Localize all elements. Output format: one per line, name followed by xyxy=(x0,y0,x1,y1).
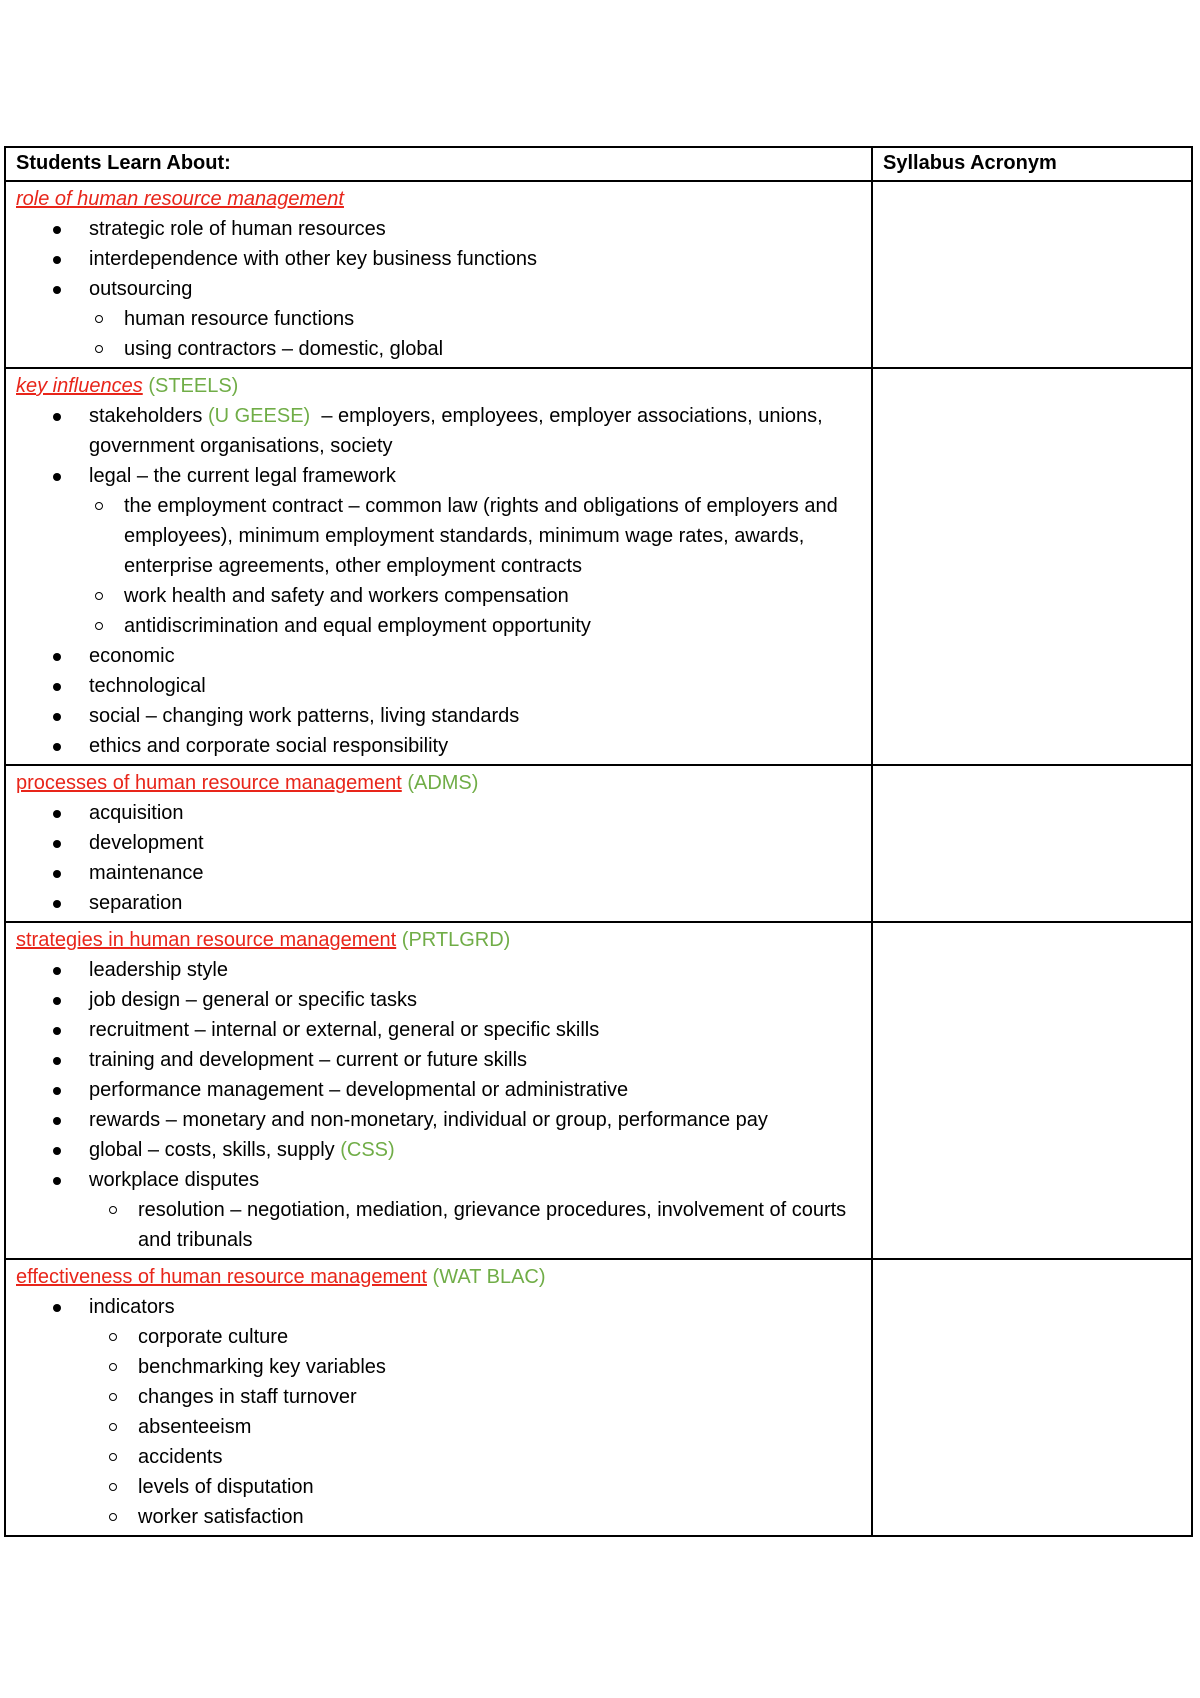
acronym-cell[interactable] xyxy=(872,181,1192,368)
list-item-text: separation xyxy=(89,892,183,914)
list-item xyxy=(16,461,863,491)
list-item-text: development xyxy=(89,832,204,854)
section-title-text: strategies in human resource management xyxy=(16,929,397,951)
sub-list-item-text: changes in staff turnover xyxy=(138,1386,357,1408)
sub-list-item xyxy=(16,304,863,334)
bullet-list xyxy=(16,955,863,1255)
sub-list-item-text: using contractors – domestic, global xyxy=(124,338,444,360)
sub-list-item xyxy=(16,1442,863,1472)
sub-list-item xyxy=(16,491,863,581)
list-item-text: stakeholders xyxy=(89,405,208,427)
sub-list-item-text: worker satisfaction xyxy=(138,1506,304,1528)
sub-list-item-text: the employment contract – common law (rights and obligations of employers and employees), minimum employment standards, minimum wage rates, awards, enterprise agreements, other employment contracts xyxy=(124,495,838,577)
sub-list-item-text: absenteeism xyxy=(138,1416,252,1438)
list-item xyxy=(16,1165,863,1195)
section-acronym: (STEELS) xyxy=(148,375,239,397)
list-item xyxy=(16,798,863,828)
section-title-text: key influences xyxy=(16,375,143,397)
list-item xyxy=(16,1075,863,1105)
section-acronym: (PRTLGRD) xyxy=(401,929,511,951)
section-acronym: (ADMS) xyxy=(407,772,479,794)
list-item-text: – employers, employees, employer associations, unions, government organisations, society xyxy=(89,405,829,457)
table-body xyxy=(5,181,1192,1536)
list-item-text: interdependence with other key business functions xyxy=(89,248,538,270)
list-item xyxy=(16,858,863,888)
list-item-text: performance management – developmental or administrative xyxy=(89,1079,629,1101)
list-item-text: workplace disputes xyxy=(89,1169,260,1191)
acronym-cell[interactable] xyxy=(872,922,1192,1259)
sub-list-item xyxy=(16,1382,863,1412)
header-syllabus-acronym: Syllabus Acronym xyxy=(872,147,1192,181)
section-content-cell xyxy=(5,1259,872,1536)
bullet-list xyxy=(16,401,863,761)
sub-list-item-text: work health and safety and workers compensation xyxy=(124,585,569,607)
sub-list-item-text: levels of disputation xyxy=(138,1476,314,1498)
sub-list-item-text: corporate culture xyxy=(138,1326,289,1348)
section-row xyxy=(5,1259,1192,1536)
bullet-list xyxy=(16,214,863,364)
acronym-cell[interactable] xyxy=(872,368,1192,765)
list-item xyxy=(16,1135,863,1165)
list-item-text: outsourcing xyxy=(89,278,193,300)
header-students-learn-about: Students Learn About: xyxy=(5,147,872,181)
list-item-text: rewards – monetary and non-monetary, individual or group, performance pay xyxy=(89,1109,768,1131)
section-row xyxy=(5,922,1192,1259)
list-item xyxy=(16,244,863,274)
list-item xyxy=(16,1015,863,1045)
inline-acronym: (CSS) xyxy=(340,1139,395,1161)
section-title xyxy=(16,184,863,214)
section-title-text: processes of human resource management xyxy=(16,772,402,794)
sub-list-item xyxy=(16,334,863,364)
list-item-text: leadership style xyxy=(89,959,228,981)
list-item xyxy=(16,828,863,858)
sub-list-item-text: accidents xyxy=(138,1446,223,1468)
list-item-text: recruitment – internal or external, general or specific skills xyxy=(89,1019,600,1041)
list-item xyxy=(16,274,863,304)
bullet-list xyxy=(16,798,863,918)
section-row xyxy=(5,181,1192,368)
sub-list-item-text: antidiscrimination and equal employment opportunity xyxy=(124,615,591,637)
section-row xyxy=(5,765,1192,922)
sub-list-item xyxy=(16,581,863,611)
section-title xyxy=(16,371,863,401)
list-item-text: social – changing work patterns, living standards xyxy=(89,705,520,727)
list-item xyxy=(16,401,863,461)
list-item-text: legal – the current legal framework xyxy=(89,465,396,487)
sub-list-item-text: benchmarking key variables xyxy=(138,1356,386,1378)
list-item-text: strategic role of human resources xyxy=(89,218,386,240)
section-content-cell xyxy=(5,765,872,922)
list-item xyxy=(16,214,863,244)
sub-list-item xyxy=(16,1352,863,1382)
sub-list-item xyxy=(16,1472,863,1502)
sub-list-item xyxy=(16,1502,863,1532)
section-title xyxy=(16,1262,863,1292)
list-item-text: technological xyxy=(89,675,206,697)
list-item xyxy=(16,985,863,1015)
sub-list-item-text: human resource functions xyxy=(124,308,355,330)
sub-list-item-text: resolution – negotiation, mediation, grievance procedures, involvement of courts and tribunals xyxy=(138,1199,847,1251)
section-title-text: effectiveness of human resource management xyxy=(16,1266,427,1288)
bullet-list xyxy=(16,1292,863,1532)
inline-acronym: (U GEESE) xyxy=(207,405,311,427)
syllabus-table xyxy=(4,146,1193,1537)
section-title xyxy=(16,768,863,798)
sub-list-item xyxy=(16,1195,863,1255)
list-item xyxy=(16,1292,863,1322)
list-item xyxy=(16,731,863,761)
list-item-text: ethics and corporate social responsibility xyxy=(89,735,449,757)
list-item-text: economic xyxy=(89,645,175,667)
list-item-text: indicators xyxy=(89,1296,175,1318)
section-content-cell xyxy=(5,368,872,765)
list-item xyxy=(16,641,863,671)
list-item-text: maintenance xyxy=(89,862,204,884)
section-title xyxy=(16,925,863,955)
sub-list-item xyxy=(16,611,863,641)
list-item xyxy=(16,1045,863,1075)
sub-list-item xyxy=(16,1412,863,1442)
section-title-text: role of human resource management xyxy=(16,188,344,210)
list-item-text: global – costs, skills, supply xyxy=(89,1139,341,1161)
list-item xyxy=(16,1105,863,1135)
section-content-cell xyxy=(5,922,872,1259)
list-item-text: acquisition xyxy=(89,802,184,824)
list-item xyxy=(16,701,863,731)
acronym-cell[interactable] xyxy=(872,765,1192,922)
list-item xyxy=(16,671,863,701)
list-item-text: job design – general or specific tasks xyxy=(89,989,417,1011)
list-item-text: training and development – current or future skills xyxy=(89,1049,528,1071)
acronym-cell[interactable] xyxy=(872,1259,1192,1536)
header-row xyxy=(5,147,1192,181)
list-item xyxy=(16,888,863,918)
section-content-cell xyxy=(5,181,872,368)
section-row xyxy=(5,368,1192,765)
sub-list-item xyxy=(16,1322,863,1352)
section-acronym: (WAT BLAC) xyxy=(432,1266,546,1288)
list-item xyxy=(16,955,863,985)
